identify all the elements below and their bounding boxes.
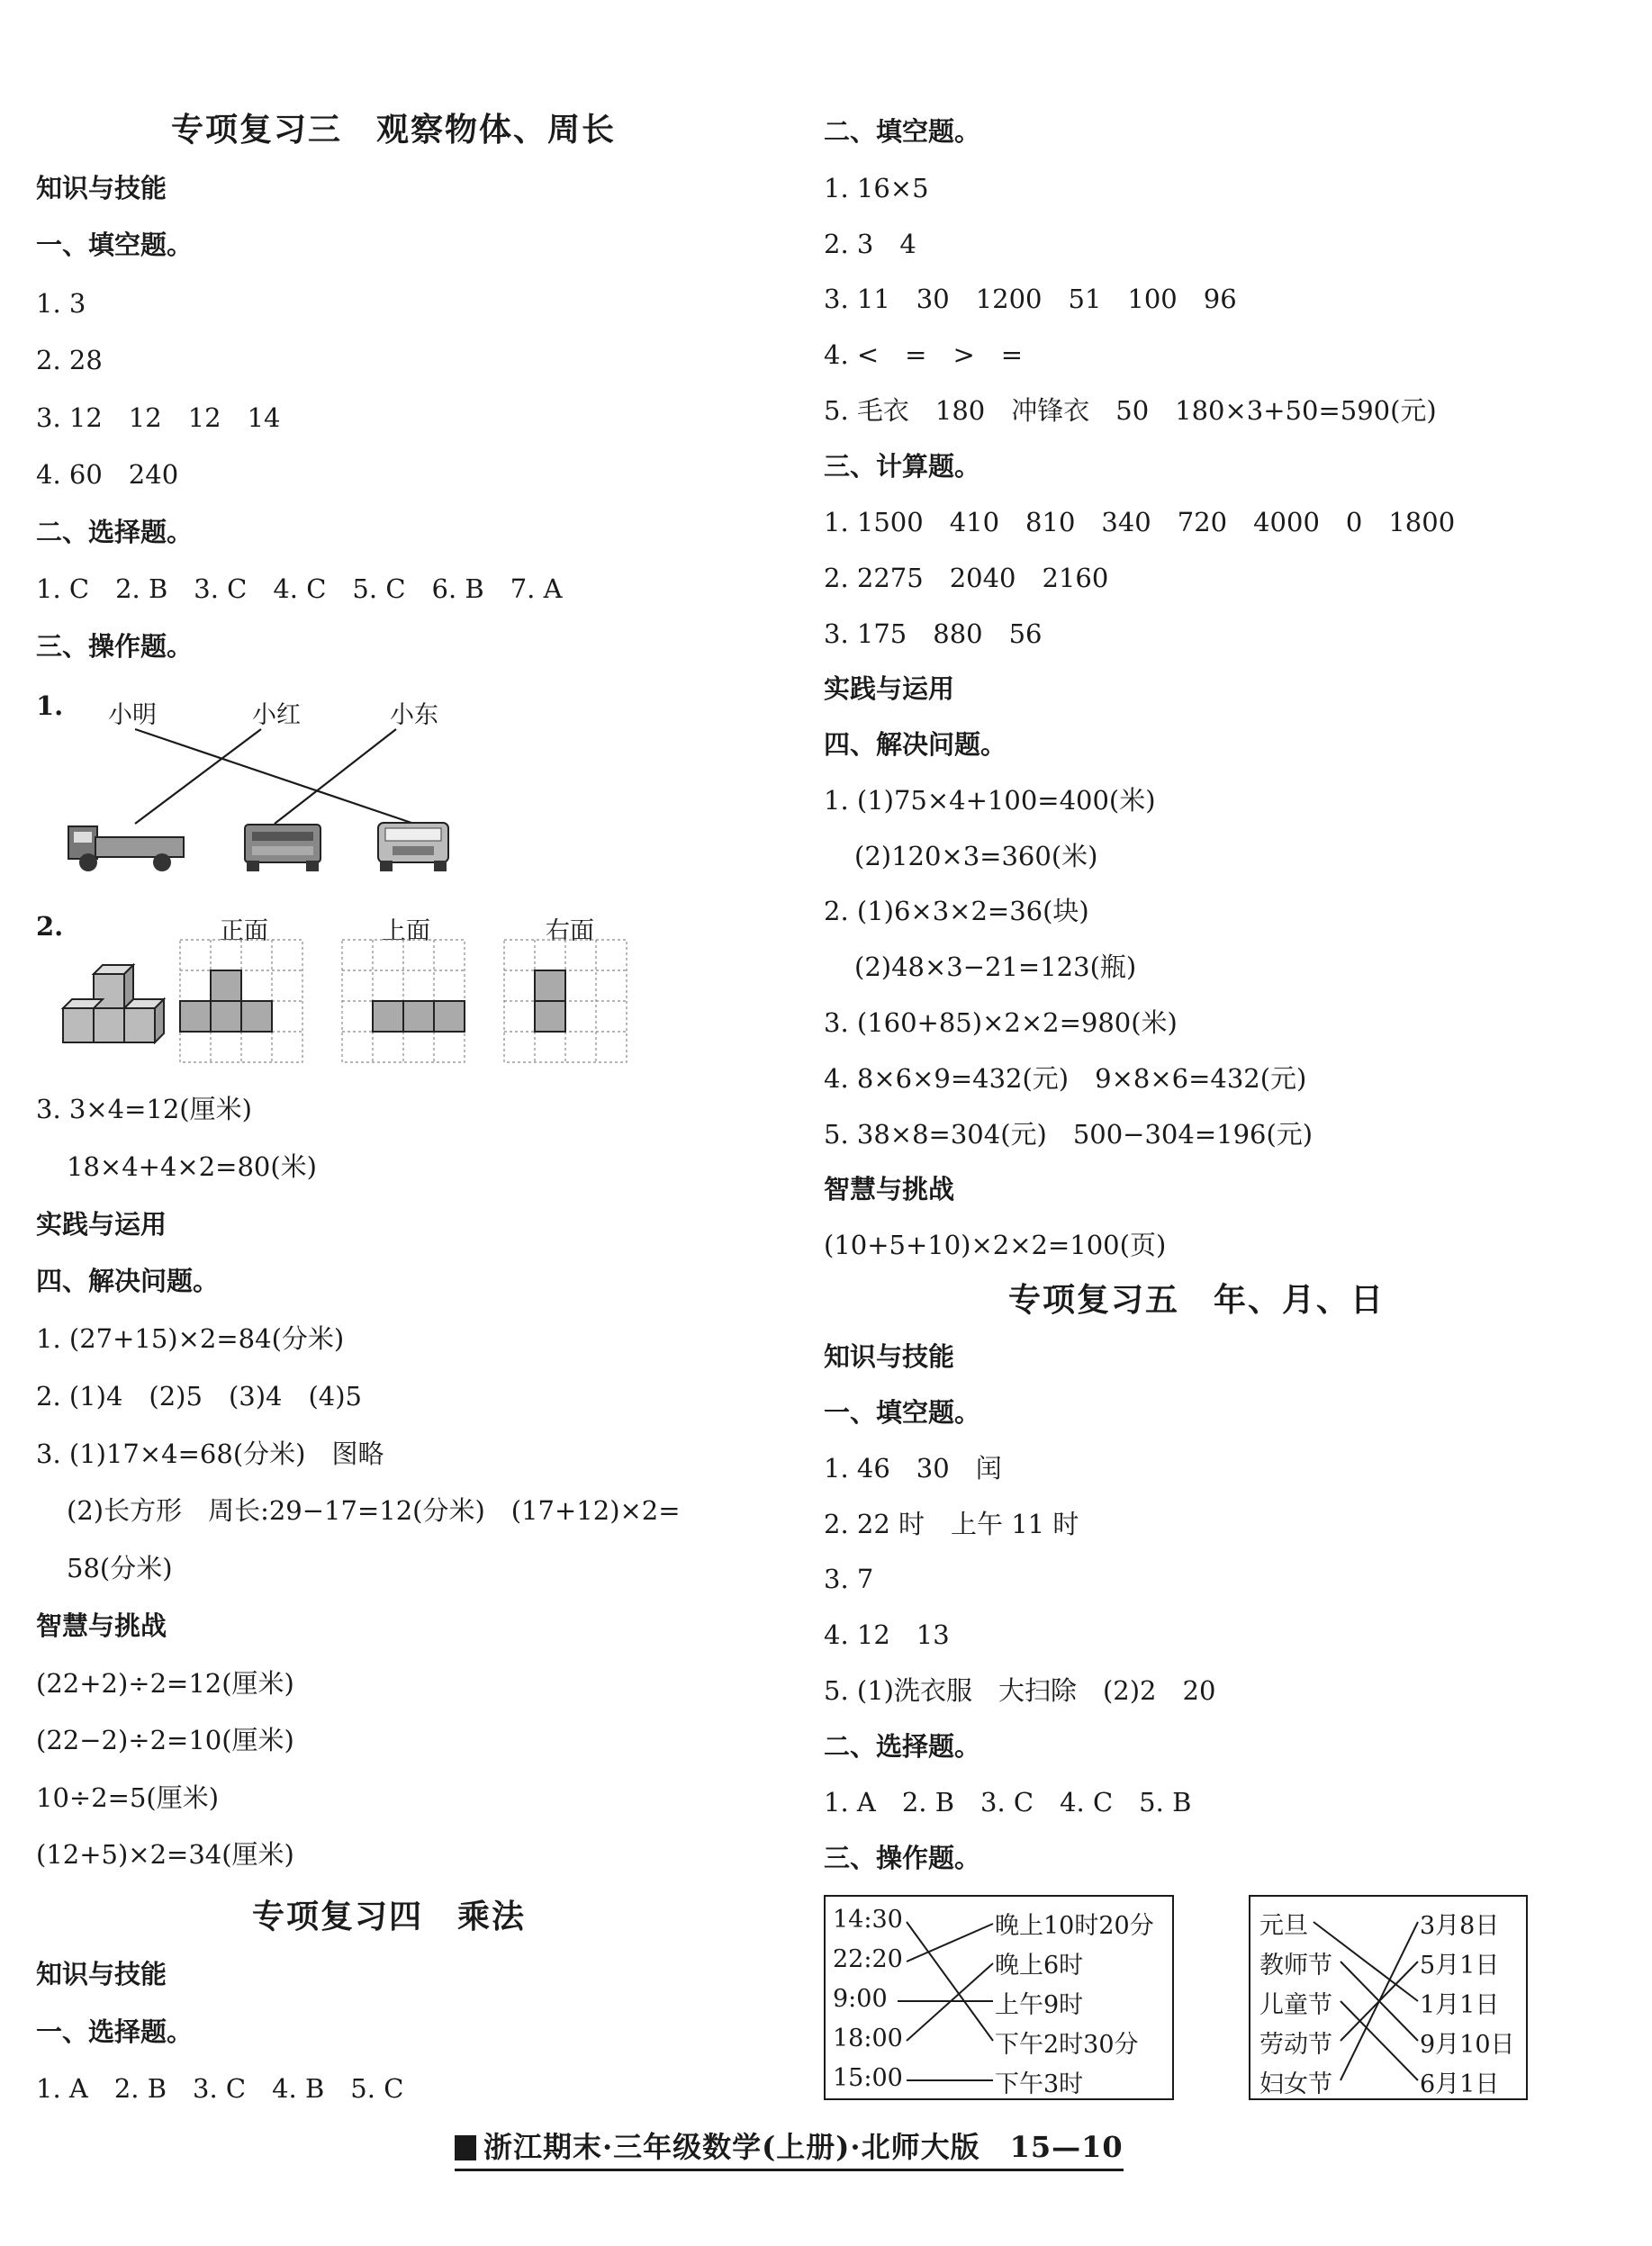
answer-line: (2)长方形 周长:29−17=12(分米) (17+12)×2=	[67, 1495, 681, 1526]
answer-line: 3. 175 880 56	[824, 618, 1043, 649]
festival-left: 妇女节	[1259, 2070, 1332, 2098]
answer-line: 4. 8×6×9=432(元) 9×8×6=432(元)	[824, 1063, 1307, 1094]
footer-text: 浙江期末·三年级数学(上册)·北师大版	[483, 2130, 980, 2164]
answer-line: 1. 46 30 闰	[824, 1453, 1002, 1484]
answer-line: (10+5+10)×2×2=100(页)	[824, 1230, 1167, 1260]
answer-line: 18×4+4×2=80(米)	[67, 1151, 317, 1182]
heading-solve: 四、解决问题。	[824, 729, 1007, 760]
answer-line: 1. A 2. B 3. C 4. B 5. C	[36, 2073, 404, 2104]
time-left: 15:00	[833, 2064, 903, 2092]
section-title-5: 专项复习五 年、月、日	[1008, 1281, 1386, 1319]
answer-line: 3. 11 30 1200 51 100 96	[824, 284, 1237, 314]
festival-right: 9月10日	[1420, 2031, 1515, 2059]
time-right: 下午2时30分	[995, 2031, 1139, 2059]
match-line	[275, 729, 396, 824]
section-title-3: 专项复习三 观察物体、周长	[171, 111, 617, 149]
answer-line: 4. 60 240	[36, 459, 179, 490]
name-xiaodong: 小东	[390, 701, 438, 729]
time-right: 晚上6时	[995, 1952, 1084, 1980]
heading-solve: 四、解决问题。	[36, 1266, 220, 1296]
heading-practice: 实践与运用	[824, 673, 955, 704]
view-right-shape	[535, 970, 565, 1032]
festival-match-lines	[1250, 1897, 1526, 2098]
answer-line: 1. C 2. B 3. C 4. C 5. C 6. B 7. A	[36, 573, 563, 604]
heading-operation: 三、操作题。	[824, 1843, 981, 1873]
answer-line: 1. 3	[36, 288, 86, 319]
answer-line: 1. A 2. B 3. C 4. C 5. B	[824, 1787, 1192, 1818]
view-label-right: 右面	[546, 917, 594, 945]
answer-line: (22+2)÷2=12(厘米)	[36, 1668, 294, 1699]
answer-line: 5. 毛衣 180 冲锋衣 50 180×3+50=590(元)	[824, 395, 1437, 426]
footer-underline	[455, 2169, 1124, 2171]
heading-knowledge-skill: 知识与技能	[824, 1341, 955, 1372]
three-views-figure	[36, 936, 648, 1071]
time-left: 14:30	[833, 1906, 903, 1934]
festival-matching-box	[1249, 1895, 1528, 2100]
square-icon	[455, 2135, 476, 2160]
answer-line: 2. 28	[36, 345, 103, 375]
time-right: 上午9时	[995, 1991, 1084, 2019]
heading-wisdom: 智慧与挑战	[824, 1174, 955, 1204]
name-xiaohong: 小红	[252, 701, 301, 729]
answer-line: 2. 22 时 上午 11 时	[824, 1509, 1079, 1539]
heading-calc: 三、计算题。	[824, 451, 981, 482]
answer-line: (12+5)×2=34(厘米)	[36, 1839, 294, 1870]
time-right: 下午3时	[995, 2070, 1084, 2098]
answer-line: (2)48×3−21=123(瓶)	[854, 952, 1137, 982]
heading-knowledge-skill: 知识与技能	[36, 173, 167, 203]
festival-left: 儿童节	[1259, 1991, 1332, 2019]
answer-line: 4. < = > =	[824, 339, 1024, 370]
section-title-4: 专项复习四 乘法	[252, 1898, 527, 1935]
heading-choice: 二、选择题。	[36, 517, 194, 547]
answer-line: 3. (160+85)×2×2=980(米)	[824, 1007, 1178, 1038]
truck-matching-figure	[36, 711, 522, 882]
answer-line: 1. 1500 410 810 340 720 4000 0 1800	[824, 507, 1456, 537]
cube-solid-icon	[63, 965, 164, 1042]
answer-line: 5. (1)洗衣服 大扫除 (2)2 20	[824, 1675, 1216, 1706]
answer-line: 58(分米)	[67, 1553, 173, 1583]
time-left: 9:00	[833, 1985, 888, 2013]
answer-line: 1. (1)75×4+100=400(米)	[824, 785, 1156, 816]
answer-line: 2. (1)6×3×2=36(块)	[824, 896, 1089, 926]
heading-fill-blank: 一、填空题。	[36, 230, 194, 260]
answer-line: 1. 16×5	[824, 173, 929, 203]
op2-number: 2.	[36, 911, 64, 942]
op1-number: 1.	[36, 690, 64, 721]
festival-right: 3月8日	[1420, 1912, 1500, 1940]
answer-line: 4. 12 13	[824, 1619, 950, 1650]
festival-left: 元旦	[1259, 1912, 1308, 1940]
view-label-top: 上面	[382, 917, 430, 945]
festival-left: 劳动节	[1259, 2031, 1332, 2059]
match-line	[135, 729, 261, 824]
truck-front-icon	[378, 823, 448, 871]
truck-back-icon	[245, 825, 320, 871]
answer-line: 3. 12 12 12 14	[36, 402, 281, 433]
page-number: 15—10	[1009, 2130, 1124, 2164]
festival-left: 教师节	[1259, 1952, 1332, 1980]
time-right: 晚上10时20分	[995, 1912, 1154, 1940]
view-label-front: 正面	[220, 917, 268, 945]
heading-fill-blank: 二、填空题。	[824, 116, 981, 147]
answer-line: (2)120×3=360(米)	[854, 841, 1098, 871]
heading-choice: 二、选择题。	[824, 1731, 981, 1762]
answer-line: 3. 3×4=12(厘米)	[36, 1094, 252, 1124]
heading-wisdom: 智慧与挑战	[36, 1610, 167, 1641]
festival-right: 5月1日	[1420, 1952, 1500, 1980]
page-footer	[455, 2124, 1124, 2166]
time-left: 18:00	[833, 2025, 903, 2052]
answer-line: 2. 3 4	[824, 229, 916, 259]
heading-fill-blank: 一、填空题。	[824, 1397, 981, 1428]
answer-line: 3. (1)17×4=68(分米) 图略	[36, 1439, 384, 1469]
answer-line: 3. 7	[824, 1564, 874, 1594]
heading-choice: 一、选择题。	[36, 2016, 194, 2047]
answer-line: 2. (1)4 (2)5 (3)4 (4)5	[36, 1381, 363, 1412]
festival-right: 1月1日	[1420, 1991, 1500, 2019]
name-xiaoming: 小明	[108, 701, 157, 729]
view-front-shape	[180, 970, 272, 1032]
view-top-shape	[373, 1001, 465, 1032]
match-line	[135, 729, 414, 824]
heading-practice: 实践与运用	[36, 1209, 167, 1240]
truck-side-icon	[68, 826, 184, 871]
answer-line: 2. 2275 2040 2160	[824, 563, 1109, 593]
time-match-lines	[826, 1897, 1172, 2098]
time-matching-box	[824, 1895, 1174, 2100]
answer-line: (22−2)÷2=10(厘米)	[36, 1725, 294, 1755]
time-left: 22:20	[833, 1945, 903, 1973]
festival-right: 6月1日	[1420, 2070, 1500, 2098]
answer-line: 10÷2=5(厘米)	[36, 1782, 220, 1813]
answer-line: 1. (27+15)×2=84(分米)	[36, 1323, 345, 1354]
answer-line: 5. 38×8=304(元) 500−304=196(元)	[824, 1119, 1313, 1150]
heading-operation: 三、操作题。	[36, 631, 194, 662]
heading-knowledge-skill: 知识与技能	[36, 1959, 167, 1989]
